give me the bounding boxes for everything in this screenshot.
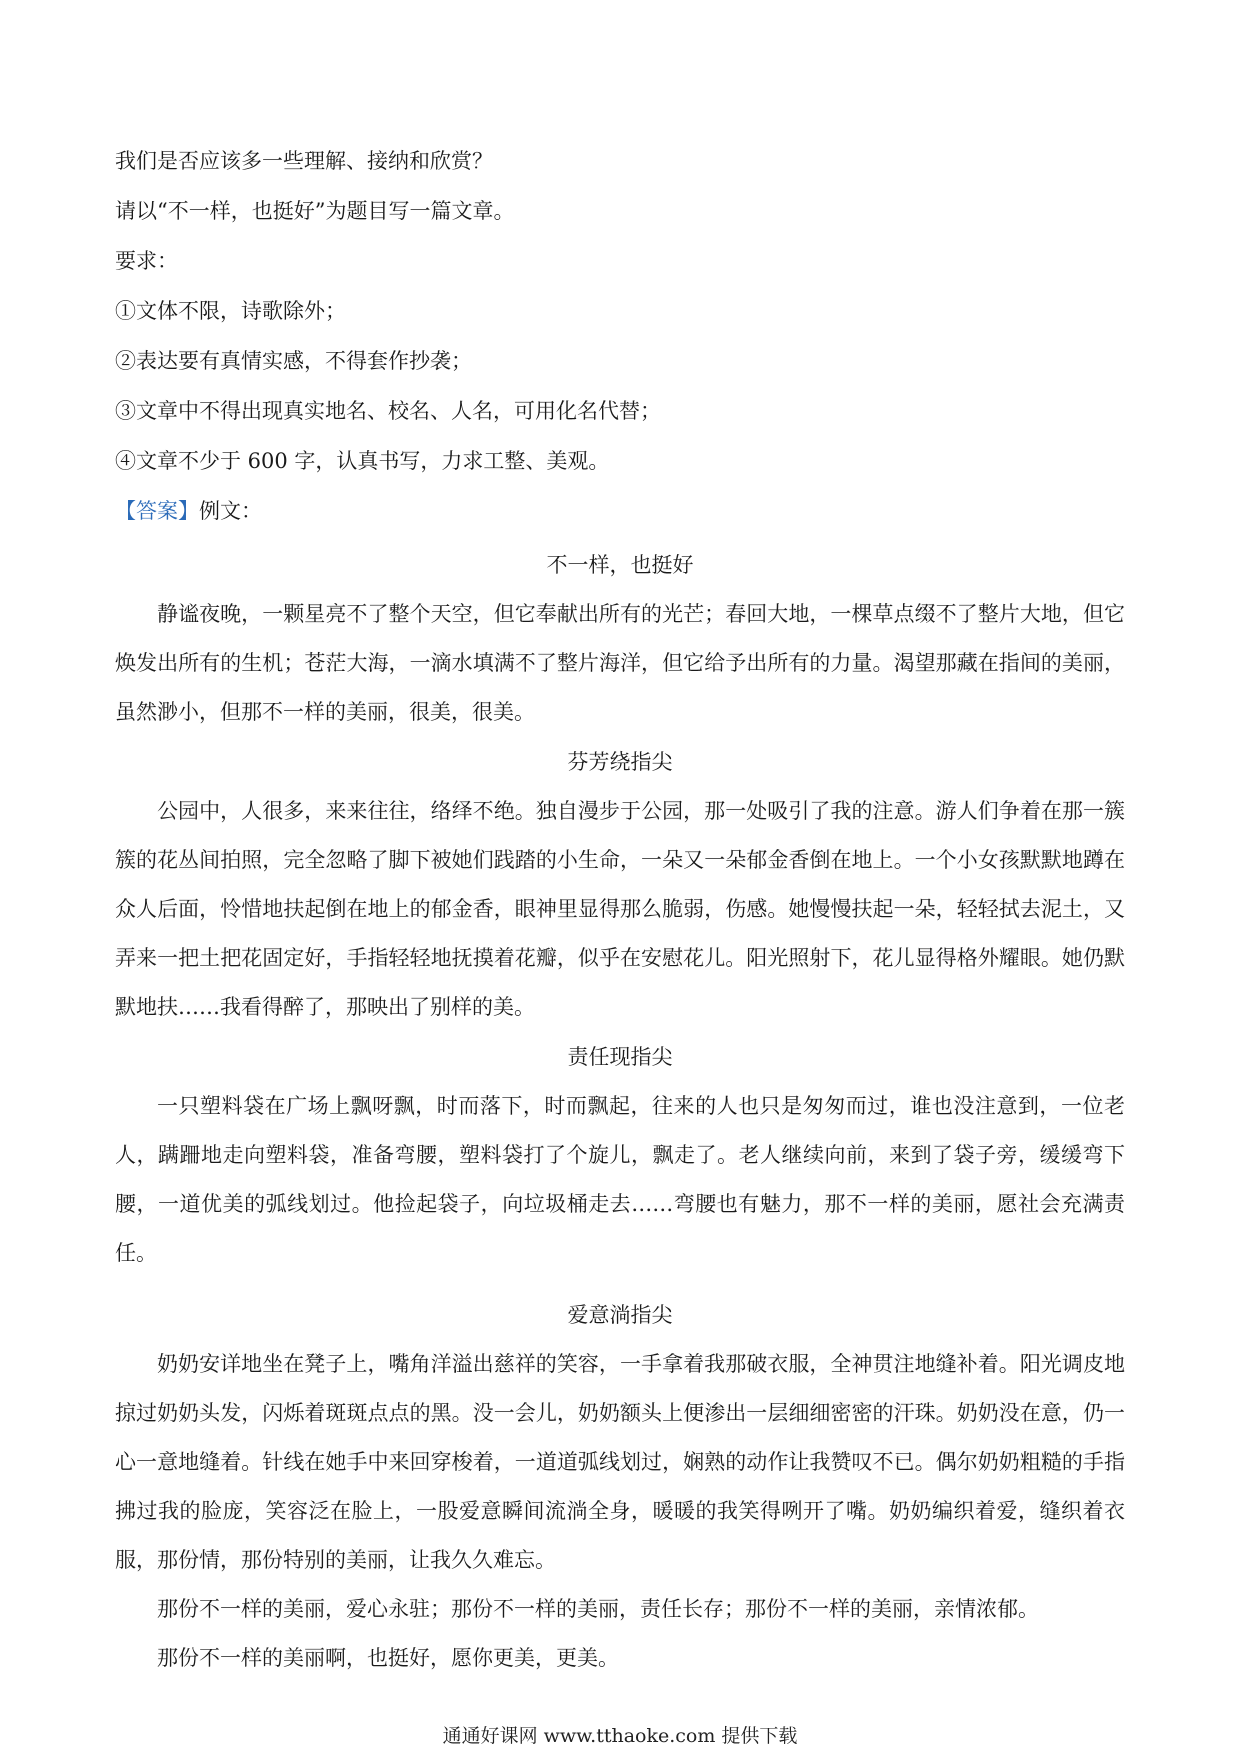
- section-paragraph-2: 一只塑料袋在广场上飘呀飘，时而落下，时而飘起，往来的人也只是匆匆而过，谁也没注意到，一位老人，蹒跚地走向塑料袋，准备弯腰，塑料袋打了个旋儿，飘走了。老人继续向前，来到了袋子旁，缓缓弯下腰，一道优美的弧线划过。他捡起袋子，向垃圾桶走去……弯腰也有魅力，那不一样的美丽，愿社会充满责任。: [115, 1094, 1125, 1265]
- closing-paragraph-1: 那份不一样的美丽，爱心永驻；那份不一样的美丽，责任长存；那份不一样的美丽，亲情浓郁。: [157, 1597, 1039, 1621]
- section-heading-2: 责任现指尖: [567, 1045, 673, 1069]
- page-footer: 通通好课网 www.tthaoke.com 提供下载: [442, 1725, 798, 1747]
- section-heading-3: 爱意淌指尖: [567, 1303, 673, 1327]
- closing-paragraph-2: 那份不一样的美丽啊，也挺好，愿你更美，更美。: [157, 1646, 619, 1670]
- document-page: [115, 136, 1125, 1683]
- intro-line-requirements: 要求：: [115, 249, 178, 273]
- section-paragraph-3: 奶奶安详地坐在凳子上，嘴角洋溢出慈祥的笑容，一手拿着我那破衣服，全神贯注地缝补着。阳光调皮地掠过奶奶头发，闪烁着斑斑点点的黑。没一会儿，奶奶额头上便渗出一层细细密密的汗珠。奶奶没在意，仍一心一意地缝着。针线在她手中来回穿梭着，一道道弧线划过，娴熟的动作让我赞叹不已。偶尔奶奶粗糙的手指拂过我的脸庞，笑容泛在脸上，一股爱意瞬间流淌全身，暖暖的我笑得咧开了嘴。奶奶编织着爱，缝织着衣服，那份情，那份特别的美丽，让我久久难忘。: [115, 1352, 1125, 1572]
- requirement-1: ①文体不限，诗歌除外；: [115, 299, 346, 323]
- essay-title: 不一样，也挺好: [546, 553, 694, 577]
- requirement-2: ②表达要有真情实感，不得套作抄袭；: [115, 349, 472, 373]
- requirement-4: ④文章不少于 600 字，认真书写，力求工整、美观。: [115, 449, 610, 473]
- intro-line-question: 我们是否应该多一些理解、接纳和欣赏？: [115, 149, 493, 173]
- section-heading-1: 芬芳绕指尖: [567, 750, 673, 774]
- answer-tag: 【答案】: [115, 499, 199, 523]
- answer-line: [115, 486, 1125, 536]
- intro-line-prompt: 请以“不一样，也挺好”为题目写一篇文章。: [115, 199, 515, 223]
- essay-opening-paragraph: 静谧夜晚，一颗星亮不了整个天空，但它奉献出所有的光芒；春回大地，一棵草点缀不了整片大地，但它焕发出所有的生机；苍茫大海，一滴水填满不了整片海洋，但它给予出所有的力量。渴望那藏在指间的美丽，虽然渺小，但那不一样的美丽，很美，很美。: [115, 602, 1125, 724]
- section-paragraph-1: 公园中，人很多，来来往往，络绎不绝。独自漫步于公园，那一处吸引了我的注意。游人们争着在那一簇簇的花丛间拍照，完全忽略了脚下被她们践踏的小生命，一朵又一朵郁金香倒在地上。一个小女孩默默地蹲在众人后面，怜惜地扶起倒在地上的郁金香，眼神里显得那么脆弱，伤感。她慢慢扶起一朵，轻轻拭去泥土，又弄来一把土把花固定好，手指轻轻地抚摸着花瓣，似乎在安慰花儿。阳光照射下，花儿显得格外耀眼。她仍默默地扶……我看得醉了，那映出了别样的美。: [115, 799, 1125, 1019]
- requirement-3: ③文章中不得出现真实地名、校名、人名，可用化名代替；: [115, 399, 661, 423]
- answer-label: 例文：: [199, 499, 262, 523]
